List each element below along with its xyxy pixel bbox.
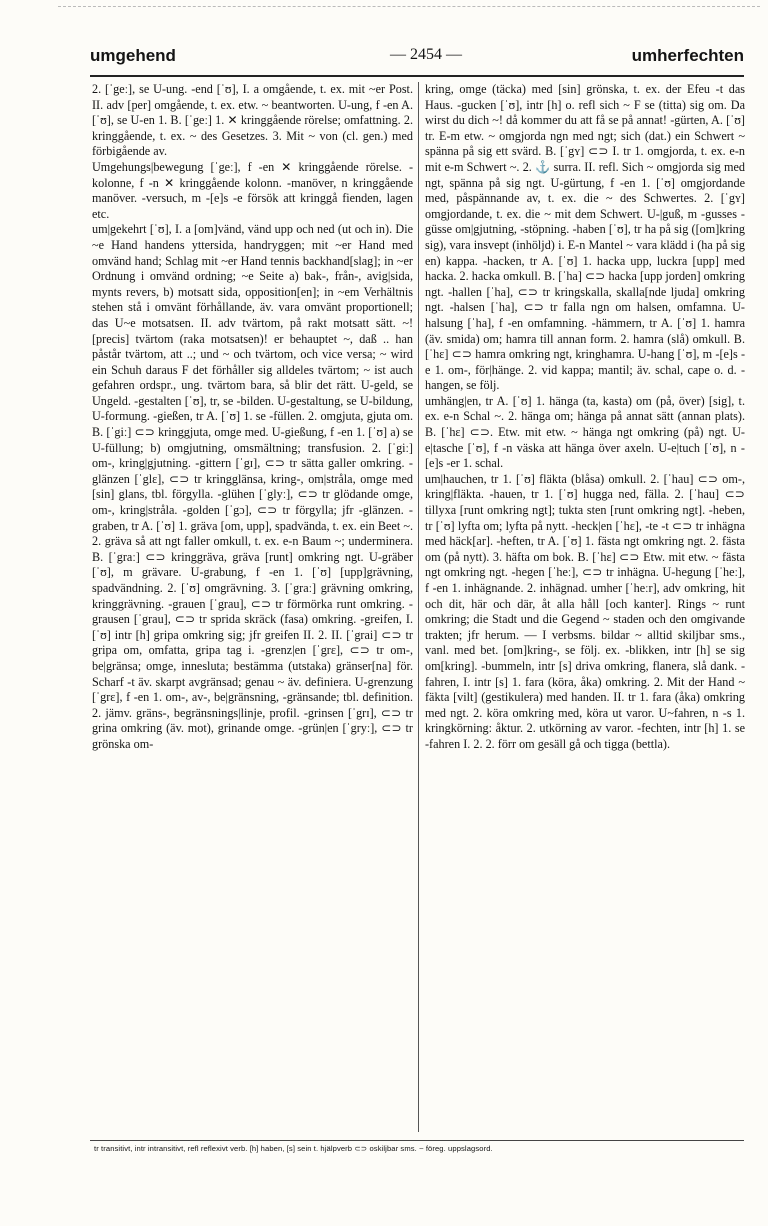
right-column (425, 82, 745, 1137)
entry-paragraph: umhäng|en, tr A. [ˈʊ] 1. hänga (ta, kasta) om (på, över) [sig], t. ex. e-n Schal ~. 2. hänga om; hänga på annat sätt (annan plats). B. [ˈhɛ] ⊂⊃. Etw. mit etw. ~ hänga ngt omkring (på) ngt. U-e|tasche [ˈʊ], f -n väska att hänga över axeln. U-e|tuch [ˈʊ], n -[e]s -er 1. schal. (425, 393, 745, 471)
entry-paragraph: um|hauchen, tr 1. [ˈʊ] fläkta (blåsa) omkull. 2. [ˈhau] ⊂⊃ om-, kring|fläkta. -hauen, tr 1. [ˈʊ] hugga ned, fälla. 2. [ˈhau] ⊂⊃ tillyxa [runt omkring ngt]; tukta sten [runt omkring ngt]. -heben, tr [ˈʊ] lyfta om; lyfta på nytt. -heck|en [ˈhɛ], -te -t ⊂⊃ tr inhägna med häck[ar]. -heften, tr A. [ˈʊ] 1. fästa ngt omkring ngt. 2. fästa om (på nytt). 3. häfta om bok. B. [ˈhɛ] ⊂⊃ Etw. mit etw. ~ fästa ngt omkring ngt. -hegen [ˈheː], ⊂⊃ tr inhägna. U-hegung [ˈheː], f -en 1. inhägnande. 2. inhägnad. umher [ˈheːr], adv omkring, hit och dit, här och där, åt alla håll [och kanter]. Rings ~ runt omkring; die Stadt und die Gegend ~ staden och den omgivande trakten; jfr herum. — I verbsms. bildar ~ alltid skiljbar sms., vanl. med bet. [om]kring-, se följ. ex. -blikken, intr [h] se sig om[kring]. -bummeln, intr [s] driva omkring, flanera, slå dank. -fahren, I. intr [s] 1. fara (köra, åka) omkring. 2. Mit der Hand ~ fäkta [vilt] (gestikulera) med handen. II. tr 1. fara (åka) omkring med ngt. 2. köra omkring med, köra ut varor. U~fahren, n -s 1. kringkörning: åktur. 2. utkörning av varor. -fechten, intr [h] 1. se -fahren I. 2. 2. förr om gesäll gå och tigga (bettla). (425, 471, 745, 751)
footer-rule (90, 1140, 744, 1141)
abbreviation-key: tr transitivt, intr intransitivt, refl reflexivt verb. [h] haben, [s] sein t. hjälpverb ⊂⊃ oskiljbar sms. ~ föreg. uppslagsord. (94, 1144, 493, 1153)
entry-paragraph: 2. [ˈgeː], se U-ung. -end [ˈʊ], I. a omgående, t. ex. mit ~er Post. II. adv [per] omgående, t. ex. etw. ~ beantworten. U-ung, f -en A. [ˈʊ], se U-en 1. B. [ˈgeː] 1. ✕ kringgående rörelse; omfattning. 2. kringgående, t. ex. ~ des Gesetzes. 3. Mit ~ von (cl. gen.) med förbigående av. (92, 82, 413, 159)
header-left-guide-word: umgehend (90, 46, 176, 65)
entry-paragraph: kring, omge (täcka) med [sin] grönska, t. ex. der Efeu -t das Haus. -gucken [ˈʊ], intr [h] o. refl sich ~ F se (titta) sig om. Da wirst du dich ~! då kommer du att få se på annat! -gürten, A. [ˈʊ] tr. E-m etw. ~ omgjorda ngn med ngt; sich (dat.) ein Schwert ~ spänna på sig ett svärd. B. [ˈgʏ] ⊂⊃ I. tr 1. omgjorda, t. ex. e-n mit e-m Schwert ~. 2. ⚓ surra. II. refl. Sich ~ omgjorda sig med ngt, spänna på sig ngt. U-gürtung, f -en 1. [ˈʊ] omgjordande med, påspännande av, t. ex. die ~ des Schwertes. 2. [ˈgʏ] omgjordande, t. ex. die ~ mit dem Schwert. U-|guß, m -gusses -güsse om|gjutning, -stöpning. -haben [ˈʊ], tr ha på sig ([om]kring sig), vara insvept (inhöljd) i. E-n Mantel ~ vara klädd i (ha på sig en) kappa. -hacken, tr A. [ˈʊ] 1. hacka upp, luckra [upp] med hacka. 2. hacka omkull. B. [ˈha] ⊂⊃ hacka [upp jorden] omkring ngt. -hallen [ˈha], ⊂⊃ tr kringskalla, skalla[nde ljuda] omkring ngt. -halsen [ˈha], ⊂⊃ tr falla ngn om halsen, omfamna. U-halsung [ˈha], f -en omfamning. -hämmern, tr A. [ˈʊ] 1. hamra (äv. smida) om; hamra till annan form. 2. hamra (slå) omkull. B. [ˈhɛ] ⊂⊃ hamra omkring ngt, kringhamra. U-hang [ˈʊ], m -[e]s -e 1. om-, för|hänge. 2. vid kappa; mantil; äv. schal, cape o. d. -hangen, se följ. (425, 82, 745, 393)
entry-paragraph: um|gekehrt [ˈʊ], I. a [om]vänd, vänd upp och ned (ut och in). Die ~e Hand handens yttersida, handryggen; mit ~er Hand med omvänd hand; Schlag mit ~er Hand tennis backhand[slag]; in ~er Ordnung i omvänd ordning; ~e Seite a) bak-, från-, avig|sida, mynts revers, b) motsatt sida, opposition[en]; in ~em Verhältnis stehen stå i omvänt förhållande, äv. vara omvänt proportionell; das U~e motsatsen. II. adv tvärtom, på rakt motsatt sätt. ~! [precis] tvärtom (raka motsatsen)! er behauptet ~, daß .. han påstår tvärtom, att ..; und ~ och tvärtom, och vice versa; ~ wird ein Schuh daraus F det förhåller sig alldeles tvärtom; ~ ist auch gefahren ordspr., ung. tvärtom bara, så blir det rätt. U-geld, se Ungeld. -gestalten [ˈʊ], tr, se -bilden. U-gestaltung, se U-bildung, U-formung. -gießen, tr A. [ˈʊ] 1. se -füllen. 2. omgjuta, gjuta om. B. [ˈgiː] ⊂⊃ kringgjuta, omge med. U-gießung, f -en 1. [ˈʊ] a) se U-füllung; b) omgjutning, omsmältning; transfusion. 2. [ˈgiː] om-, kring|gjutning. -gittern [ˈgɪ], ⊂⊃ tr sätta galler omkring. -glänzen [ˈglɛ], ⊂⊃ tr kringglänsa, kring-, om|stråla, omge med [sin] glans, tbl. förgylla. -glühen [ˈglyː], ⊂⊃ tr glödande omge, om-, kring|stråla. -golden [ˈgɔ], ⊂⊃ tr förgylla; jfr -glänzen. -graben, tr A. [ˈʊ] 1. gräva [om, upp], spadvända, t. ex. ein Beet ~. 2. gräva så att ngt faller omkull, t. ex. e-n Baum ~; underminera. B. [ˈgraː] ⊂⊃ kringgräva, gräva [runt] omkring ngt. U-gräber [ˈʊ], m grävare. U-grabung, f -en 1. [ˈʊ] [upp]grävning, spadvändning. 2. [ˈʊ] omgrävning. 3. [ˈgraː] grävning omkring, kringgrävning. -grauen [ˈgrau], ⊂⊃ tr förmörka runt omkring. -grausen [ˈgrau], ⊂⊃ tr sprida skräck (fasa) omkring. -greifen, I. [ˈʊ] intr [h] gripa omkring sig; jfr greifen II. 2. II. [ˈgrai] ⊂⊃ tr gripa om, omfatta, gripa tag i. -grenz|en [ˈgrɛ], ⊂⊃ tr om-, be|gränsa; omge, innesluta; bestämma (utstaka) gränser[na] för. Scharf -t äv. skarpt avgränsad; genau ~ äv. definiera. U-grenzung [ˈgrɛ], f -en 1. om-, av-, be|gränsning, -gränsande; tbl. definition. 2. jämv. gräns-, begränsnings|linje, profil. -grinsen [ˈgrɪ], ⊂⊃ tr grina omkring (äv. mot), grinande omge. -grün|en [ˈgryː], ⊂⊃ tr grönska om- (92, 222, 413, 751)
page-number: — 2454 — (390, 46, 462, 63)
page-header (90, 46, 744, 72)
top-dashed-rule (58, 6, 760, 7)
column-divider (418, 82, 419, 1132)
header-right-guide-word: umherfechten (631, 46, 744, 65)
entry-paragraph: Umgehungs|bewegung [ˈgeː], f -en ✕ kringgående rörelse. -kolonne, f -n ✕ kringgående kolonn. -manöver, n kringgående manöver. -versuch, m -[e]s -e försök att kringgå fienden, lagen etc. (92, 159, 413, 221)
left-column (92, 82, 413, 1137)
header-rule (90, 75, 744, 77)
